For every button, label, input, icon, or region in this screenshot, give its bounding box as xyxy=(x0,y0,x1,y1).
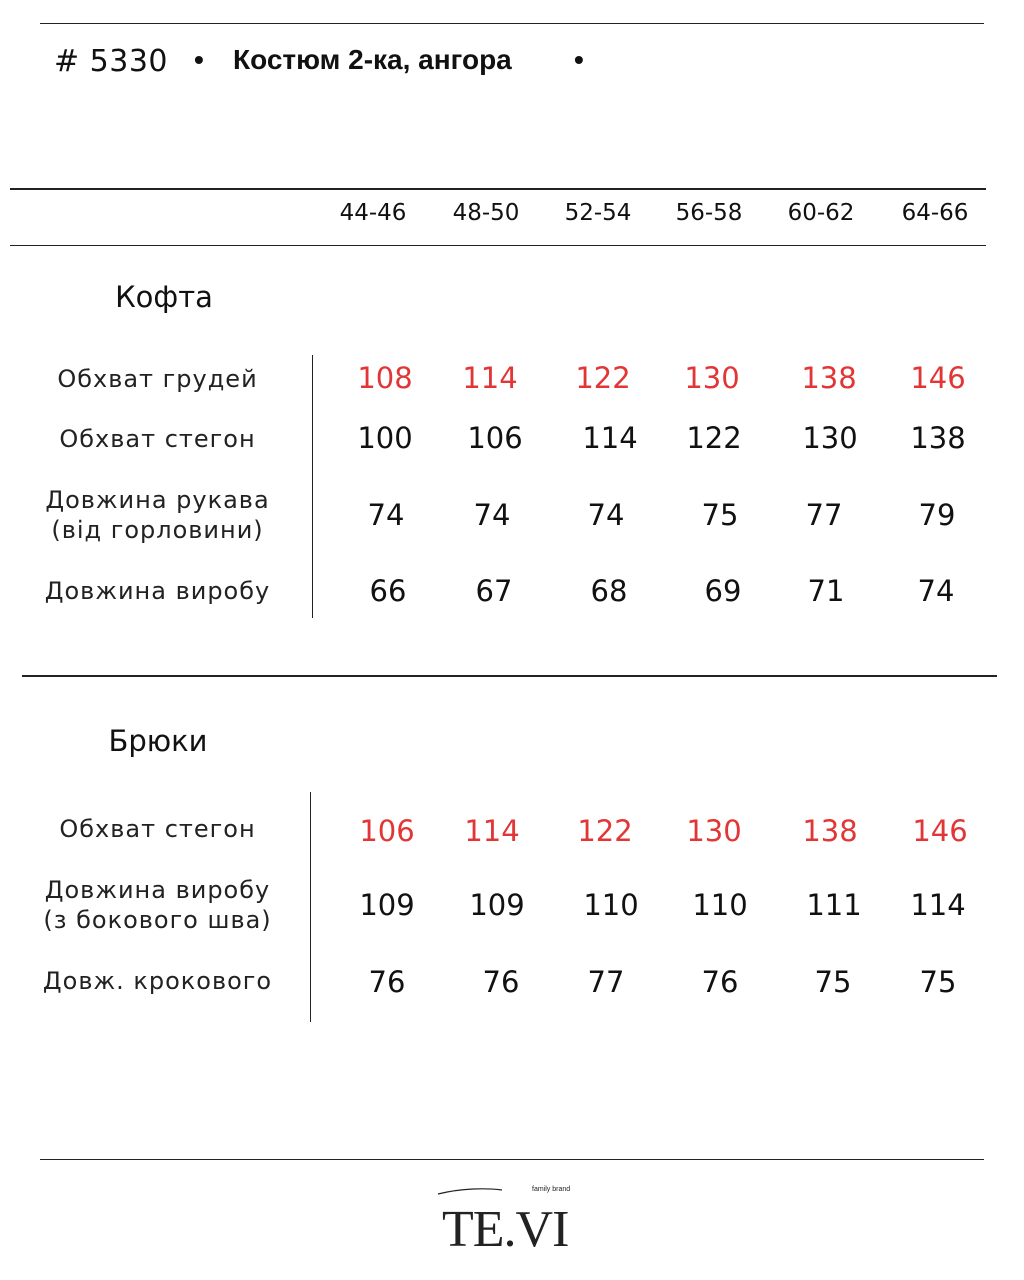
measurement-value: 110 xyxy=(583,888,639,922)
size-header-top-divider xyxy=(10,188,986,190)
measurement-value: 130 xyxy=(684,361,740,395)
measurement-value: 74 xyxy=(367,498,405,532)
measurement-value: 68 xyxy=(590,574,628,608)
measurement-value: 77 xyxy=(587,965,625,999)
measurement-value: 138 xyxy=(801,361,857,395)
measurement-value: 67 xyxy=(475,574,513,608)
measurement-value: 122 xyxy=(577,814,633,848)
measurement-value: 122 xyxy=(686,421,742,455)
measurement-value: 69 xyxy=(704,574,742,608)
measurement-value: 74 xyxy=(917,574,955,608)
bullet-separator: • xyxy=(194,44,204,75)
measurement-value: 79 xyxy=(918,498,956,532)
measurement-value: 76 xyxy=(701,965,739,999)
measurement-value: 76 xyxy=(368,965,406,999)
measurement-value: 110 xyxy=(692,888,748,922)
measurement-value: 122 xyxy=(575,361,631,395)
size-header: 60-62 xyxy=(787,200,855,226)
measurement-value: 114 xyxy=(462,361,518,395)
row-label-line: Обхват стегон xyxy=(59,425,256,453)
product-title: Костюм 2-ка, ангора xyxy=(233,44,512,75)
measurement-value: 146 xyxy=(912,814,968,848)
row-label-line: (з бокового шва) xyxy=(43,906,272,934)
measurement-value: 77 xyxy=(805,498,843,532)
size-header: 56-58 xyxy=(675,200,743,226)
measurement-value: 114 xyxy=(464,814,520,848)
measurement-value: 76 xyxy=(482,965,520,999)
table-column-divider xyxy=(310,792,311,1022)
measurement-value: 100 xyxy=(357,421,413,455)
size-header: 52-54 xyxy=(564,200,632,226)
section-divider xyxy=(22,675,997,677)
row-label-line: Довжина виробу xyxy=(44,876,271,904)
measurement-value: 114 xyxy=(910,888,966,922)
measurement-value: 111 xyxy=(806,888,862,922)
measurement-value: 130 xyxy=(802,421,858,455)
brand-logo xyxy=(432,1176,582,1256)
row-label-line: (від горловини) xyxy=(51,516,264,544)
measurement-value: 108 xyxy=(357,361,413,395)
brand-tagline: family brand xyxy=(532,1186,571,1193)
measurement-value: 109 xyxy=(359,888,415,922)
measurement-value: 106 xyxy=(467,421,523,455)
measurement-value: 138 xyxy=(910,421,966,455)
row-label xyxy=(20,576,295,606)
size-header: 48-50 xyxy=(452,200,520,226)
size-header: 64-66 xyxy=(901,200,969,226)
row-label xyxy=(20,424,295,454)
section-title-jacket: Кофта xyxy=(115,280,213,314)
measurement-value: 75 xyxy=(919,965,957,999)
measurement-value: 75 xyxy=(701,498,739,532)
brand-wordmark: TE.VI xyxy=(442,1201,569,1256)
product-code: # 5330 xyxy=(54,44,169,79)
row-label-line: Довжина виробу xyxy=(44,577,271,605)
measurement-value: 71 xyxy=(807,574,845,608)
row-label-line: Обхват грудей xyxy=(57,365,258,393)
measurement-value: 74 xyxy=(473,498,511,532)
measurement-value: 66 xyxy=(369,574,407,608)
row-label-line: Довж. крокового xyxy=(42,967,273,995)
measurement-value: 146 xyxy=(910,361,966,395)
size-header-bottom-divider xyxy=(10,245,986,246)
measurement-value: 74 xyxy=(587,498,625,532)
measurement-value: 75 xyxy=(814,965,852,999)
footer-divider xyxy=(40,1159,984,1160)
table-column-divider xyxy=(312,355,313,618)
size-header: 44-46 xyxy=(339,200,407,226)
measurement-value: 109 xyxy=(469,888,525,922)
row-label xyxy=(20,364,295,394)
row-label xyxy=(20,875,295,935)
section-title-trousers: Брюки xyxy=(108,724,208,758)
measurement-value: 130 xyxy=(686,814,742,848)
row-label xyxy=(20,485,295,545)
row-label-line: Довжина рукава xyxy=(45,486,270,514)
measurement-value: 106 xyxy=(359,814,415,848)
bullet-separator: • xyxy=(574,44,584,75)
row-label-line: Обхват стегон xyxy=(59,815,256,843)
measurement-value: 138 xyxy=(802,814,858,848)
top-divider xyxy=(40,23,984,24)
measurement-value: 114 xyxy=(582,421,638,455)
row-label xyxy=(20,966,295,996)
row-label xyxy=(20,814,295,844)
